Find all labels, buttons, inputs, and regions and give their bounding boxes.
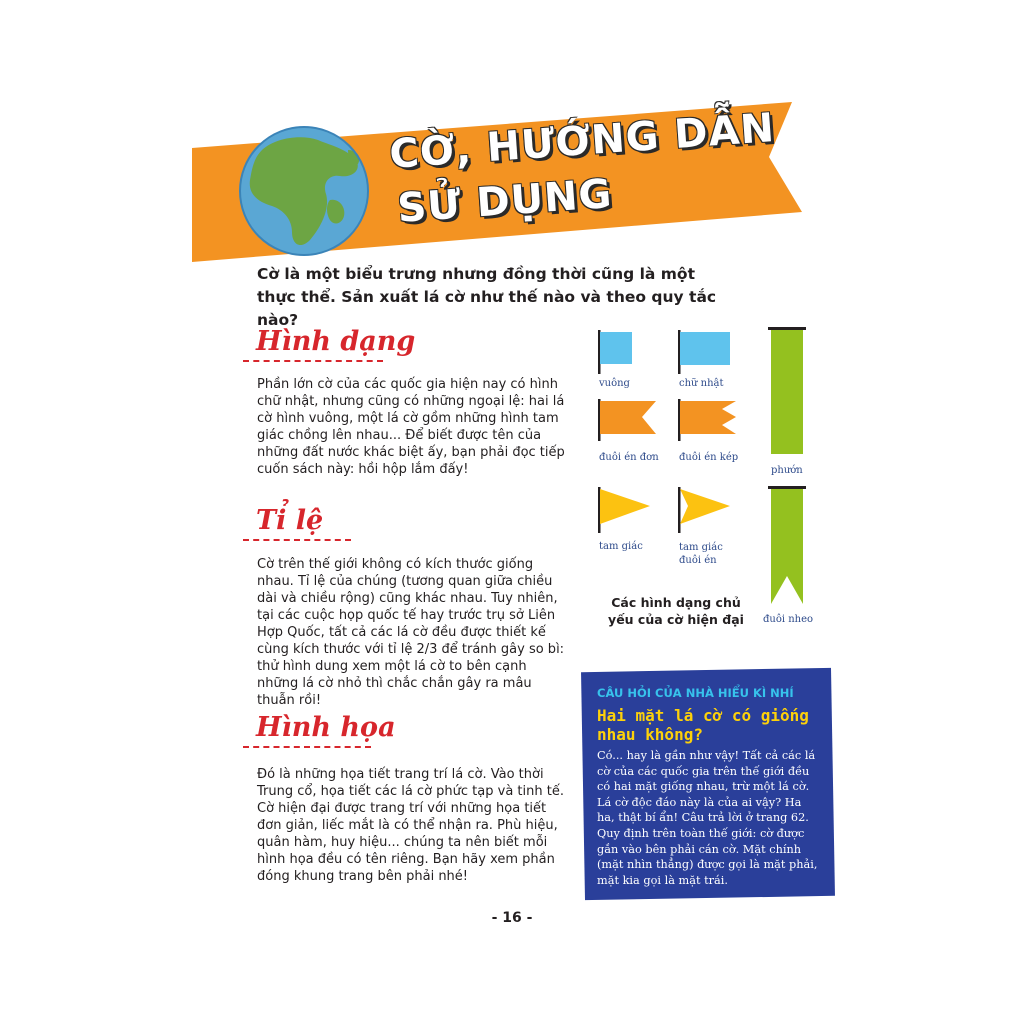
flag-label-banner: phướn — [771, 465, 803, 476]
quiz-eyebrow: CÂU HỎI CỦA NHÀ HIỂU KÌ NHÍ — [597, 686, 794, 700]
rectangle-flag-icon — [678, 330, 730, 374]
section-body-ratio: Cờ trên thế giới không có kích thước giống nhau. Tỉ lệ của chúng (tương quan giữa chiều dài và chiều rộng) cũng khác nhau. Tuy nhiên, tại các cuộc họp quốc tế hay trước trụ sở Liên Hợp Quốc, tất cả các lá cờ đều được thiết kế cùng kích thước với tỉ lệ 2/3 để tránh gây so bì: thử hình dung xem một lá cờ to bên cạnh những lá cờ nhỏ thì chắc chắn gây ra mâu thuẫn rồi! — [257, 557, 565, 708]
square-flag-icon — [598, 330, 632, 374]
flag-label-triangle: tam giác — [599, 541, 643, 552]
pennon-flag-icon — [768, 486, 806, 604]
intro-text: Cờ là một biểu trưng nhưng đồng thời cũng là một thực thể. Sản xuất lá cờ như thế nào và theo quy tắc nào? — [257, 265, 717, 329]
single-swallowtail-flag-icon — [598, 399, 656, 441]
page-title-line-1: CỜ, HƯỚNG DẪN — [388, 105, 777, 178]
flag-label-double-swallowtail: đuôi én kép — [679, 452, 739, 463]
flag-label-rectangle: chữ nhật — [679, 378, 724, 389]
quiz-question: Hai mặt lá cờ có giống nhau không? — [597, 706, 809, 744]
banner-flag-icon — [768, 327, 806, 454]
section-body-shape: Phần lớn cờ của các quốc gia hiện nay có hình chữ nhật, nhưng cũng có những ngoại lệ: hai lá cờ hình vuông, một lá cờ gồm những hình tam giác chồng lên nhau... Để biết được tên của những đất nước khác biệt ấy, bạn phải đọc tiếp cuốn sách này: hồi hộp lắm đấy! — [257, 377, 565, 477]
section-heading-ratio: Tỉ lệ — [256, 505, 324, 536]
flag-label-square: vuông — [599, 378, 630, 389]
section-heading-shape: Hình dạng — [256, 326, 416, 357]
page-number: - 16 - — [491, 910, 533, 926]
flag-shapes-caption: Các hình dạng chủ yếu của cờ hiện đại — [608, 595, 744, 627]
triangle-flag-icon — [598, 487, 650, 533]
swallowtail-triangle-flag-icon — [678, 487, 730, 533]
section-body-emblem: Đó là những họa tiết trang trí lá cờ. Vào thời Trung cổ, họa tiết các lá cờ phức tạp và tinh tế. Cờ hiện đại được trang trí với những họa tiết đơn giản, liếc mắt là có thể nhận ra. Phù hiệu, quân hàm, huy hiệu... chúng ta nên biết mỗi hình họa đều có tên riêng. Bạn hãy xem phần đóng khung trang bên phải nhé! — [257, 767, 564, 884]
page-title-line-2: SỬ DỤNG — [396, 170, 614, 232]
quiz-answer: Có... hay là gần như vậy! Tất cả các lá cờ của các quốc gia trên thế giới đều có hai mặt giống nhau, trừ một lá cờ. Lá cờ độc đáo này là của ai vậy? Ha ha, thật bí ẩn! Câu trả lời ở trang 62. Quy định trên toàn thế giới: cờ được gắn vào bên phải cán cờ. Mặt chính (mặt nhìn thẳng) được gọi là mặt phải, mặt kia gọi là mặt trái. — [597, 749, 818, 887]
double-swallowtail-flag-icon — [678, 399, 736, 441]
flag-label-single-swallowtail: đuôi én đơn — [599, 452, 659, 463]
flag-label-swallowtail-triangle-2: đuôi én — [679, 555, 717, 566]
flag-label-pennon: đuôi nheo — [763, 614, 814, 625]
flag-label-swallowtail-triangle-1: tam giác — [679, 542, 723, 553]
section-heading-emblem: Hình họa — [256, 712, 396, 743]
